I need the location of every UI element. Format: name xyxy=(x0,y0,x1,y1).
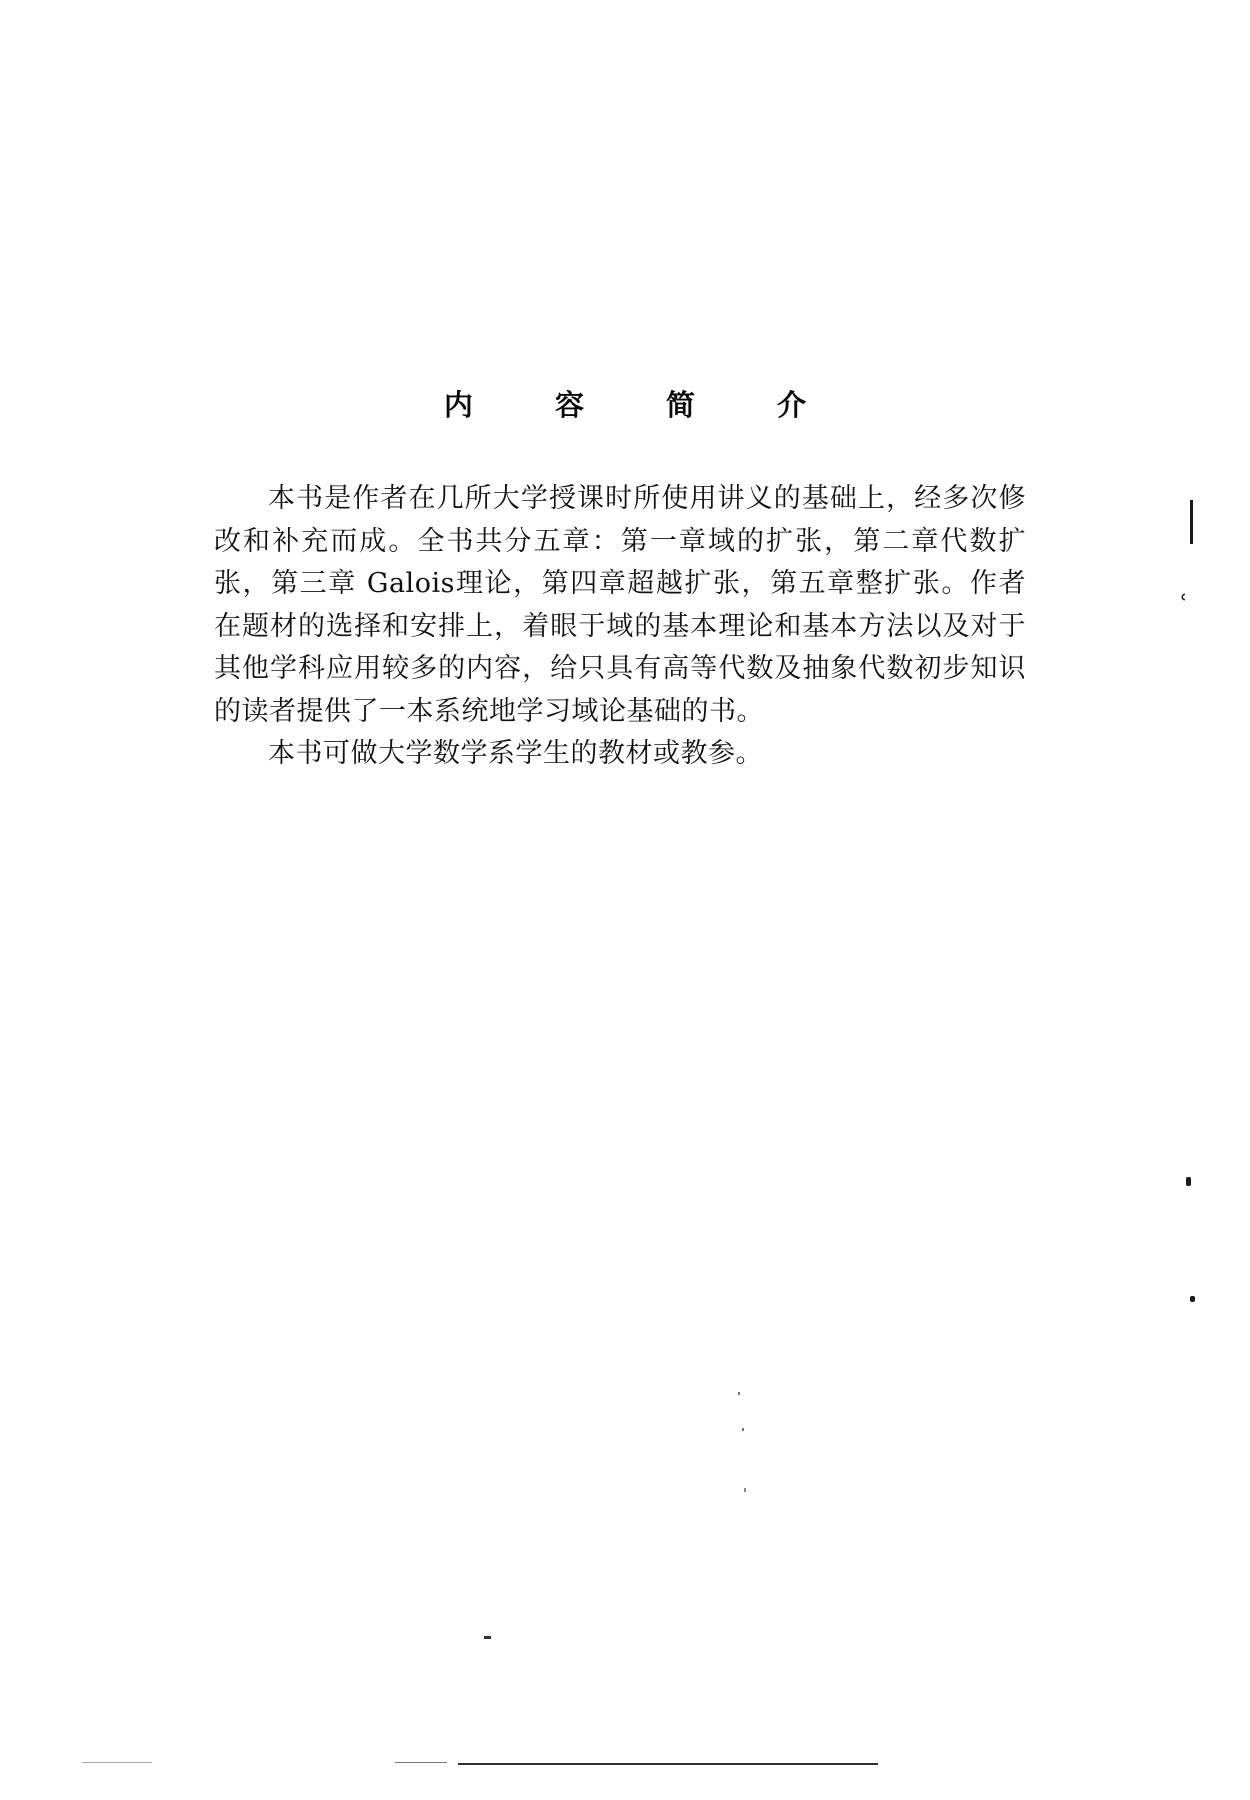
scan-speck xyxy=(742,1428,744,1431)
scan-mark: ʿ xyxy=(1180,590,1188,620)
summary-paragraph-2: 本书可做大学数学系学生的教材或教参。 xyxy=(268,738,763,769)
scan-mark xyxy=(1190,500,1193,544)
scan-speck xyxy=(1186,1177,1191,1186)
scan-edge-line xyxy=(82,1762,152,1763)
scan-speck xyxy=(744,1488,746,1492)
scan-speck xyxy=(1190,1296,1195,1302)
scan-edge-line xyxy=(458,1763,878,1765)
scan-speck xyxy=(738,1392,740,1395)
summary-paragraph-1: 本书是作者在几所大学授课时所使用讲义的基础上，经多次修改和补充而成。全书共分五章：第一章域的扩张，第二章代数扩张，第三章 Galois理论，第四章超越扩张，第五章整扩张。作者在题材的选择和安排上，着眼于域的基本理论和基本方法以及对于其他学科应用较多的内容，给只具有高等代数及抽象代数初步知识的读者提供了一本系统地学习域论基础的书。 xyxy=(214,483,1026,727)
scan-edge-line xyxy=(395,1762,447,1763)
page-title: 内 容 简 介 xyxy=(443,388,843,422)
scan-speck xyxy=(484,1636,491,1639)
summary-text xyxy=(214,478,1026,776)
